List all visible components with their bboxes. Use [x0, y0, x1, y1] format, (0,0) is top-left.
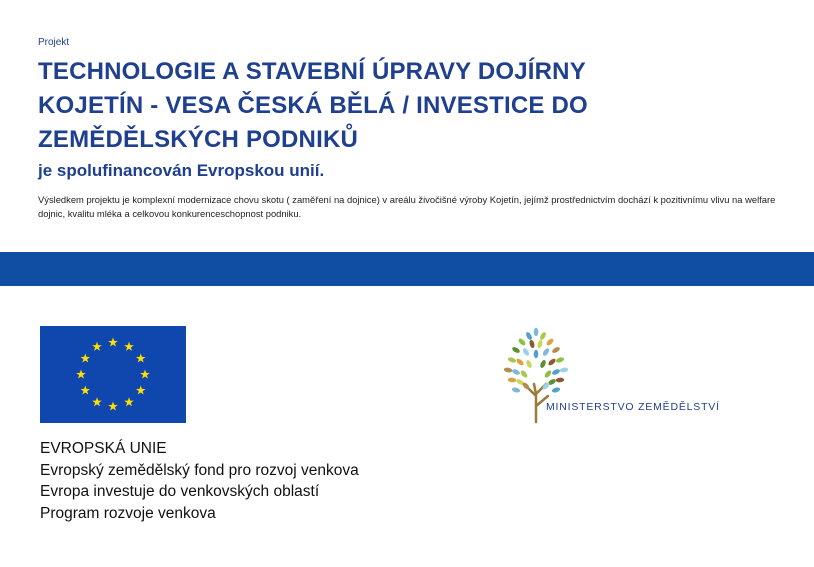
leaf-shape — [511, 346, 521, 354]
eu-slogan-line: Evropa investuje do venkovských oblastí — [40, 483, 320, 500]
leaf-shape — [529, 339, 536, 348]
leaf-shape — [537, 339, 544, 348]
project-label: Projekt — [38, 37, 70, 48]
leaf-shape — [559, 367, 568, 373]
leaf-shape — [515, 358, 524, 367]
leaf-shape — [551, 368, 561, 376]
eu-fund-line: Evropský zemědělský fond pro rozvoj venkova — [40, 461, 359, 479]
leaf-shape — [507, 356, 516, 363]
leaf-shape — [539, 359, 547, 369]
leaf-shape — [534, 328, 539, 336]
leaf-shape — [556, 377, 565, 382]
eu-title: EVROPSKÁ UNIE — [40, 440, 167, 457]
project-title-line: TECHNOLOGIE A STAVEBNÍ ÚPRAVY DOJÍRNY — [38, 58, 586, 85]
cofinancing-subtitle: je spolufinancován Evropskou unií. — [38, 161, 325, 180]
leaf-shape — [555, 356, 564, 363]
leaf-shape — [547, 358, 556, 367]
leaf-shape — [545, 337, 554, 346]
leaf-shape — [551, 387, 560, 394]
leaf-shape — [534, 350, 539, 358]
leaf-shape — [542, 347, 551, 357]
project-title — [38, 55, 738, 157]
blue-band — [0, 252, 814, 286]
leaf-shape — [517, 337, 526, 346]
leaf-shape — [525, 331, 533, 341]
project-title-line: ZEMĚDĚLSKÝCH PODNIKŮ — [38, 126, 359, 153]
leaf-shape — [551, 346, 561, 354]
eu-flag-icon — [40, 326, 186, 423]
project-description: Výsledkem projektu je komplexní modernizace chovu skotu ( zaměření na dojnice) v areálu živočišné výroby Kojetín, jejímž prostřednictvím dochází k pozitivnímu vlivu na welfare dojnic, kvalitu mléka a celkovou konkurenceschopnost podniku. — [38, 194, 776, 219]
leaf-shape — [511, 368, 521, 376]
leaf-shape — [511, 387, 520, 394]
eu-program-line: Program rozvoje venkova — [40, 504, 216, 522]
leaf-shape — [520, 369, 529, 378]
ministry-name: MINISTERSTVO ZEMĚDĚLSTVÍ — [546, 401, 720, 413]
eu-text-block — [40, 438, 359, 524]
leaf-shape — [508, 377, 517, 382]
leaf-shape — [525, 359, 533, 369]
leaf-shape — [544, 369, 553, 378]
leaf-shape — [503, 367, 512, 373]
project-title-line: KOJETÍN - VESA ČESKÁ BĚLÁ / INVESTICE DO — [38, 92, 588, 119]
leaf-shape — [522, 347, 531, 357]
leaf-shape — [539, 331, 547, 341]
